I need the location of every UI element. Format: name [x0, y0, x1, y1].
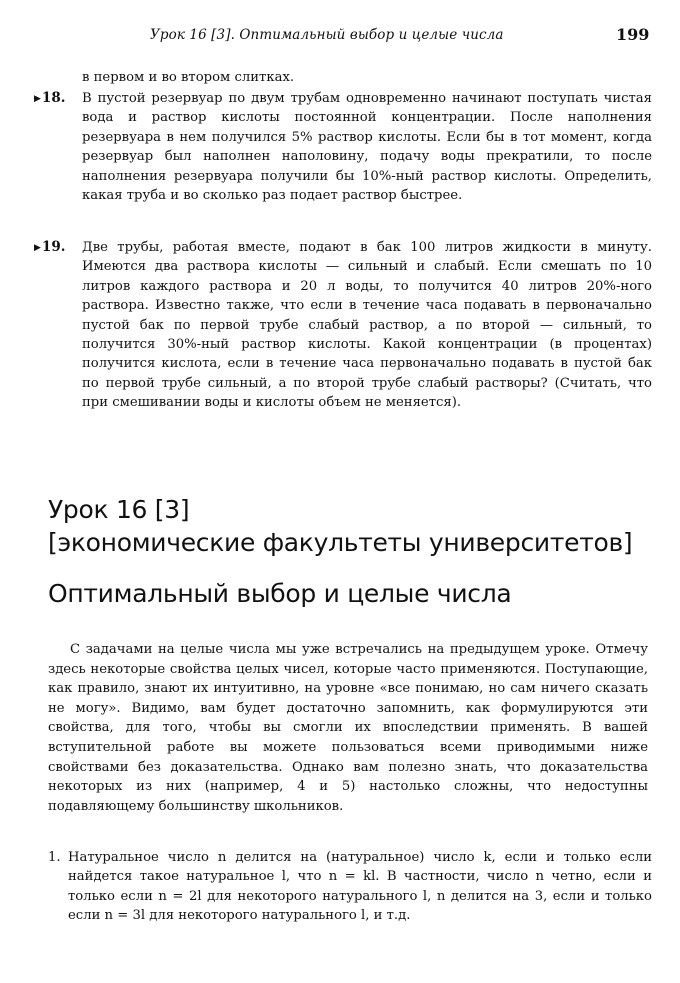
problem-text: Две трубы, работая вместе, подают в бак 100 литров жидкости в минуту. Имеются два раствора кислоты — сильный и слабый. Если смешать по 10 литров каждого раствора и 20 л воды, то получится 40 литров 20%-ного раствора. Известно также, что если в течение часа подавать в первоначально пустой бак по первой трубе слабый раствор, а по второй — сильный, то получится 30%-ный раствор кислоты. Какой концентрации (в процентах) получится кислота, если в течение часа первоначально подавать в пустой бак по первой трубе сильный, а по второй трубе слабый растворы? (Считать, что при смешивании воды и кислоты объем не меняется).: [82, 240, 652, 411]
problem-number: 19.: [41, 239, 66, 255]
property-text: Натуральное число n делится на (натуральное) число k, если и только если найдется такое натуральное l, что n = kl. В частности, число n четно, если и только если n = 2l для некоторого натурального l, n делится на 3, если и только если n = 3l для некоторого натурального l, и т.д.: [68, 850, 652, 924]
problem-text: В пустой резервуар по двум трубам одновременно начинают поступать чистая вода и раствор кислоты постоянной концентрации. После наполнения резервуара в нем получился 5% раствор кислоты. Если бы в тот момент, когда резервуар был наполнен наполовину, подачу воды прекратили, то после наполнения резервуара получили бы 10%-ный раствор кислоты. Определить, какая труба и во сколько раз подает раствор быстрее.: [82, 91, 652, 204]
page-number: 199: [616, 25, 650, 44]
intro-paragraph: С задачами на целые числа мы уже встречались на предыдущем уроке. Отмечу здесь некоторые свойства целых чисел, которые часто применяются. Поступающие, как правило, знают их интуитивно, на уровне «все понимаю, но сам ничего сказать не могу». Видимо, вам будет достаточно запомнить, как формулируются эти свойства, для того, чтобы вы смогли их впоследствии применять. В вашей вступительной работе вы можете пользоваться всеми приводимыми ниже свойствами без доказательства. Однако вам полезно знать, что доказательства некоторых из них (например, 4 и 5) настолько сложны, что недоступны подавляющему большинству школьников.: [48, 642, 648, 814]
lesson-title-line2: [экономические факультеты университетов]: [48, 528, 633, 557]
continuation-text: в первом и во втором слитках.: [82, 70, 295, 85]
problem-marker: [34, 89, 65, 109]
section-title: Оптимальный выбор и целые числа: [48, 579, 512, 608]
triangle-marker-icon: ▶: [34, 243, 41, 253]
lesson-title: [48, 493, 648, 559]
problem-number: 18.: [41, 90, 66, 106]
triangle-marker-icon: ▶: [34, 94, 41, 104]
lesson-title-line1: Урок 16 [3]: [48, 495, 190, 524]
running-head: Урок 16 [3]. Оптимальный выбор и целые числа: [150, 27, 504, 43]
property-number: 1.: [48, 850, 61, 865]
problem-marker: [34, 238, 65, 258]
